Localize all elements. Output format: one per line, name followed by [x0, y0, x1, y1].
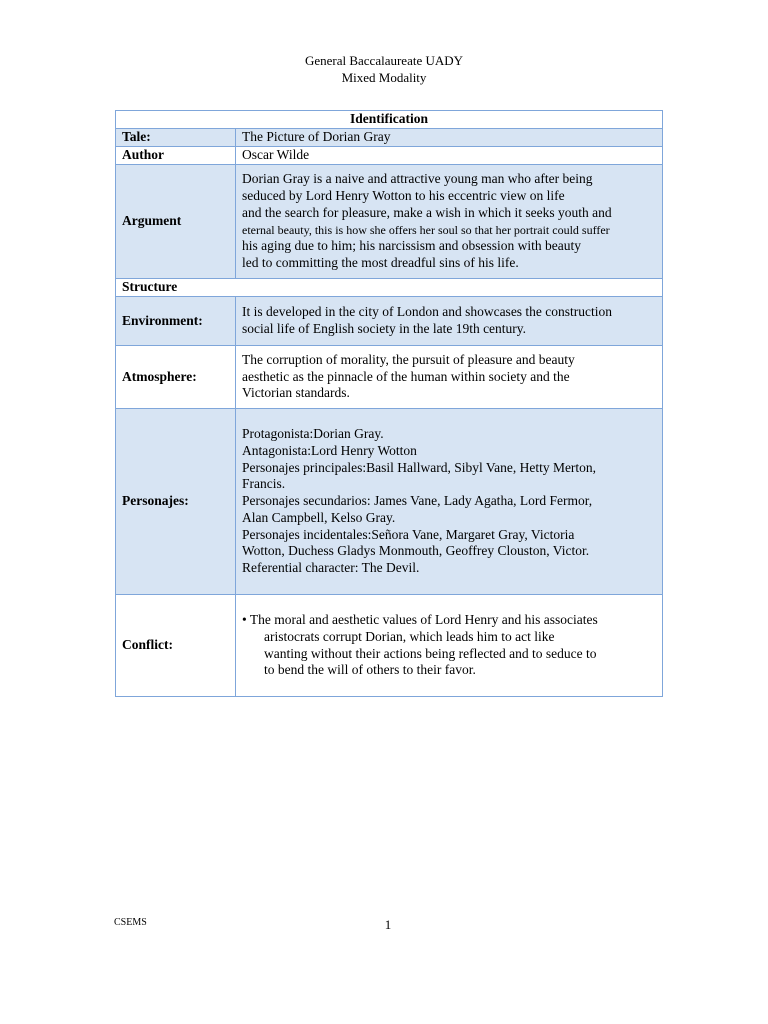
argument-line: his aging due to him; his narcissism and obsession with beauty — [242, 238, 581, 254]
argument-row — [116, 165, 663, 279]
document-header — [0, 52, 768, 86]
atmosphere-line: The corruption of morality, the pursuit of pleasure and beauty — [242, 351, 575, 367]
personajes-value — [236, 409, 663, 595]
conflict-label: Conflict: — [116, 595, 236, 697]
conflict-value — [236, 595, 663, 697]
author-label: Author — [116, 147, 236, 165]
personajes-line: Personajes principales:Basil Hallward, Sibyl Vane, Hetty Merton, — [242, 459, 597, 475]
personajes-line: Personajes incidentales:Señora Vane, Margaret Gray, Victoria — [242, 526, 575, 542]
argument-value — [236, 165, 663, 279]
argument-label: Argument — [116, 165, 236, 279]
atmosphere-line: aesthetic as the pinnacle of the human within society and the — [242, 368, 570, 384]
personajes-line: Protagonista:Dorian Gray. — [242, 425, 384, 441]
personajes-line: Personajes secundarios: James Vane, Lady Agatha, Lord Fermor, — [242, 493, 593, 509]
header-institution: General Baccalaureate UADY — [304, 53, 464, 68]
personajes-line: Alan Campbell, Kelso Gray. — [242, 509, 396, 525]
atmosphere-value — [236, 346, 663, 409]
structure-heading-row — [116, 279, 663, 297]
tale-value: The Picture of Dorian Gray — [236, 129, 663, 147]
personajes-line: Antagonista:Lord Henry Wotton — [242, 442, 417, 458]
argument-line: eternal beauty, this is how she offers her soul so that her portrait could suffer — [242, 222, 610, 237]
environment-row — [116, 297, 663, 346]
conflict-line: The moral and aesthetic values of Lord Henry and his associates — [249, 611, 598, 627]
atmosphere-label: Atmosphere: — [116, 346, 236, 409]
conflict-line: wanting without their actions being reflected and to seduce to — [264, 645, 597, 661]
environment-line: It is developed in the city of London and showcases the construction — [242, 304, 613, 320]
personajes-label: Personajes: — [116, 409, 236, 595]
personajes-line: Francis. — [242, 476, 286, 492]
identification-heading: Identification — [116, 111, 663, 129]
argument-line: Dorian Gray is a naive and attractive young man who after being — [242, 171, 593, 187]
argument-line: seduced by Lord Henry Wotton to his eccentric view on life — [242, 187, 565, 203]
personajes-line: Wotton, Duchess Gladys Monmouth, Geoffrey Clouston, Victor. — [242, 543, 590, 559]
environment-label: Environment: — [116, 297, 236, 346]
atmosphere-line: Victorian standards. — [242, 385, 350, 401]
conflict-bullet-line — [242, 612, 656, 629]
personajes-line: Referential character: The Devil. — [242, 560, 420, 576]
page-number: 1 — [384, 917, 392, 932]
conflict-line: to bend the will of others to their favor. — [264, 662, 476, 678]
structure-heading: Structure — [116, 279, 663, 297]
identification-table — [115, 110, 663, 697]
tale-label: Tale: — [116, 129, 236, 147]
header-modality: Mixed Modality — [341, 70, 427, 85]
environment-line: social life of English society in the late 19th century. — [242, 321, 527, 336]
identification-heading-row — [116, 111, 663, 129]
conflict-row — [116, 595, 663, 697]
atmosphere-row — [116, 346, 663, 409]
tale-row — [116, 129, 663, 147]
argument-line: and the search for pleasure, make a wish in which it seeks youth and — [242, 204, 612, 220]
environment-value — [236, 297, 663, 346]
footer-left-label: CSEMS — [114, 917, 147, 928]
argument-line: led to committing the most dreadful sins of his life. — [242, 255, 519, 271]
author-row — [116, 147, 663, 165]
conflict-line: aristocrats corrupt Dorian, which leads him to act like — [264, 628, 555, 644]
author-value: Oscar Wilde — [236, 147, 663, 165]
bullet-icon: • — [242, 611, 247, 627]
personajes-row — [116, 409, 663, 595]
